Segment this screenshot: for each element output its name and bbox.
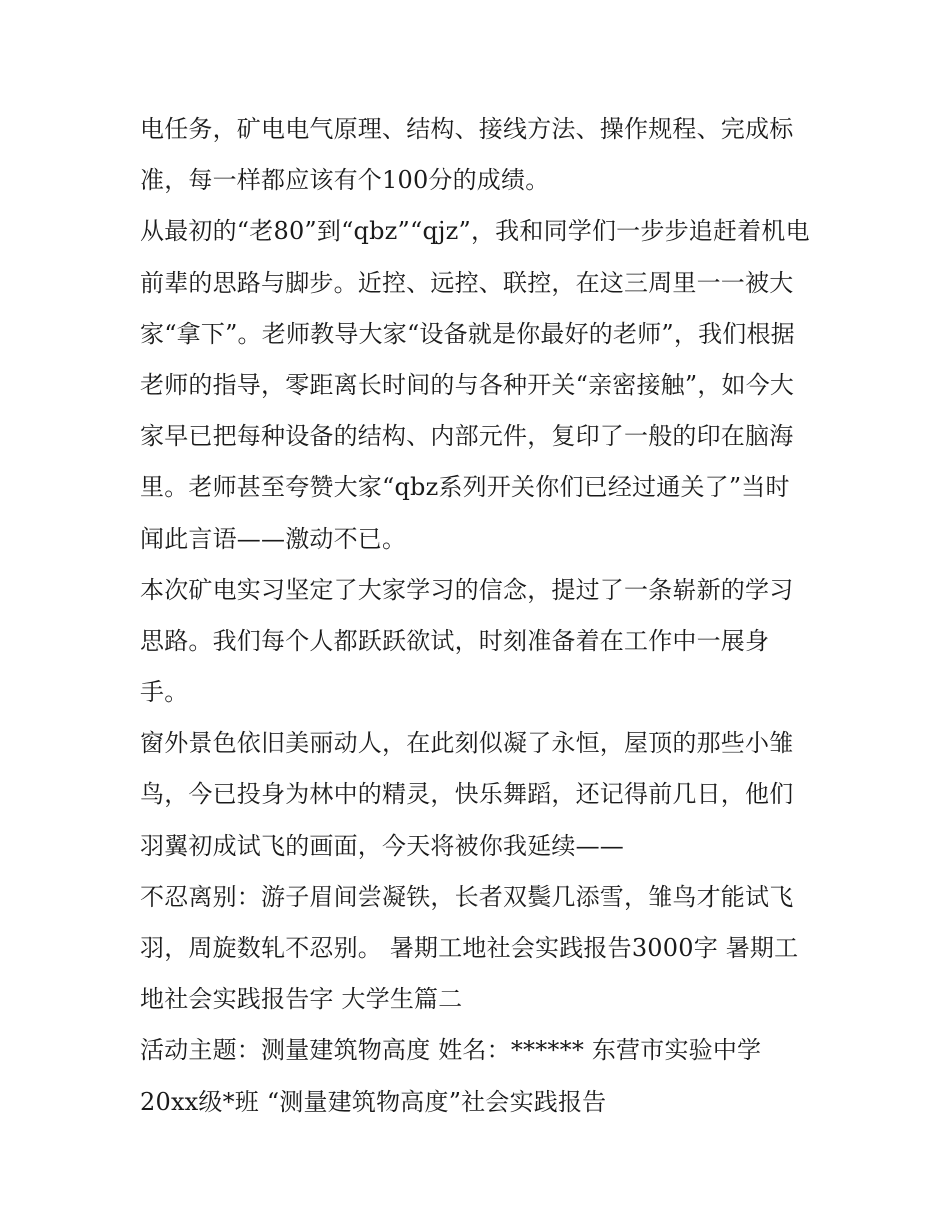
text-line: 准，每一样都应该有个100分的成绩。 xyxy=(140,166,550,195)
text-line: 从最初的“老80”到“qbz”“qjz”，我和同学们一步步追赶着机电 xyxy=(140,217,810,246)
document-body xyxy=(140,104,820,1128)
text-line: 家早已把每种设备的结构、内部元件，复印了一般的印在脑海 xyxy=(140,422,794,451)
text-line: 活动主题：测量建筑物高度 姓名：****** 东营市实验中学 xyxy=(140,1036,762,1065)
text-line: 羽，周旋数轧不忍别。 暑期工地社会实践报告3000字 暑期工 xyxy=(140,934,799,962)
text-line: 前辈的思路与脚步。近控、远控、联控，在这三周里一一被大 xyxy=(140,268,794,297)
text-line: 闻此言语——激动不已。 xyxy=(140,524,407,553)
text-line: 地社会实践报告字 大学生篇二 xyxy=(140,985,463,1014)
text-line: 羽翼初成试飞的画面，今天将被你我延续—— xyxy=(140,831,624,860)
text-line: 不忍离别：游子眉间尝凝铁，长者双鬓几添雪，雏鸟才能试飞 xyxy=(140,882,794,911)
text-line: 家“拿下”。老师教导大家“设备就是你最好的老师”，我们根据 xyxy=(140,319,795,348)
text-line: 思路。我们每个人都跃跃欲试，时刻准备着在工作中一展身 xyxy=(140,626,770,655)
text-line: 电任务，矿电电气原理、结构、接线方法、操作规程、完成标 xyxy=(140,115,794,143)
text-line: 窗外景色依旧美丽动人，在此刻似凝了永恒，屋顶的那些小雏 xyxy=(140,729,794,758)
text-line: 20xx级*班 “测量建筑物高度”社会实践报告 xyxy=(140,1087,607,1116)
text-line: 本次矿电实习坚定了大家学习的信念，提过了一条崭新的学习 xyxy=(140,575,794,604)
text-line: 手。 xyxy=(140,678,189,707)
text-line: 鸟，今已投身为林中的精灵，快乐舞蹈，还记得前几日，他们 xyxy=(140,780,794,809)
text-line: 里。老师甚至夸赞大家“qbz系列开关你们已经过通关了”当时 xyxy=(140,473,790,502)
text-line: 老师的指导，零距离长时间的与各种开关“亲密接触”，如今大 xyxy=(140,370,795,399)
